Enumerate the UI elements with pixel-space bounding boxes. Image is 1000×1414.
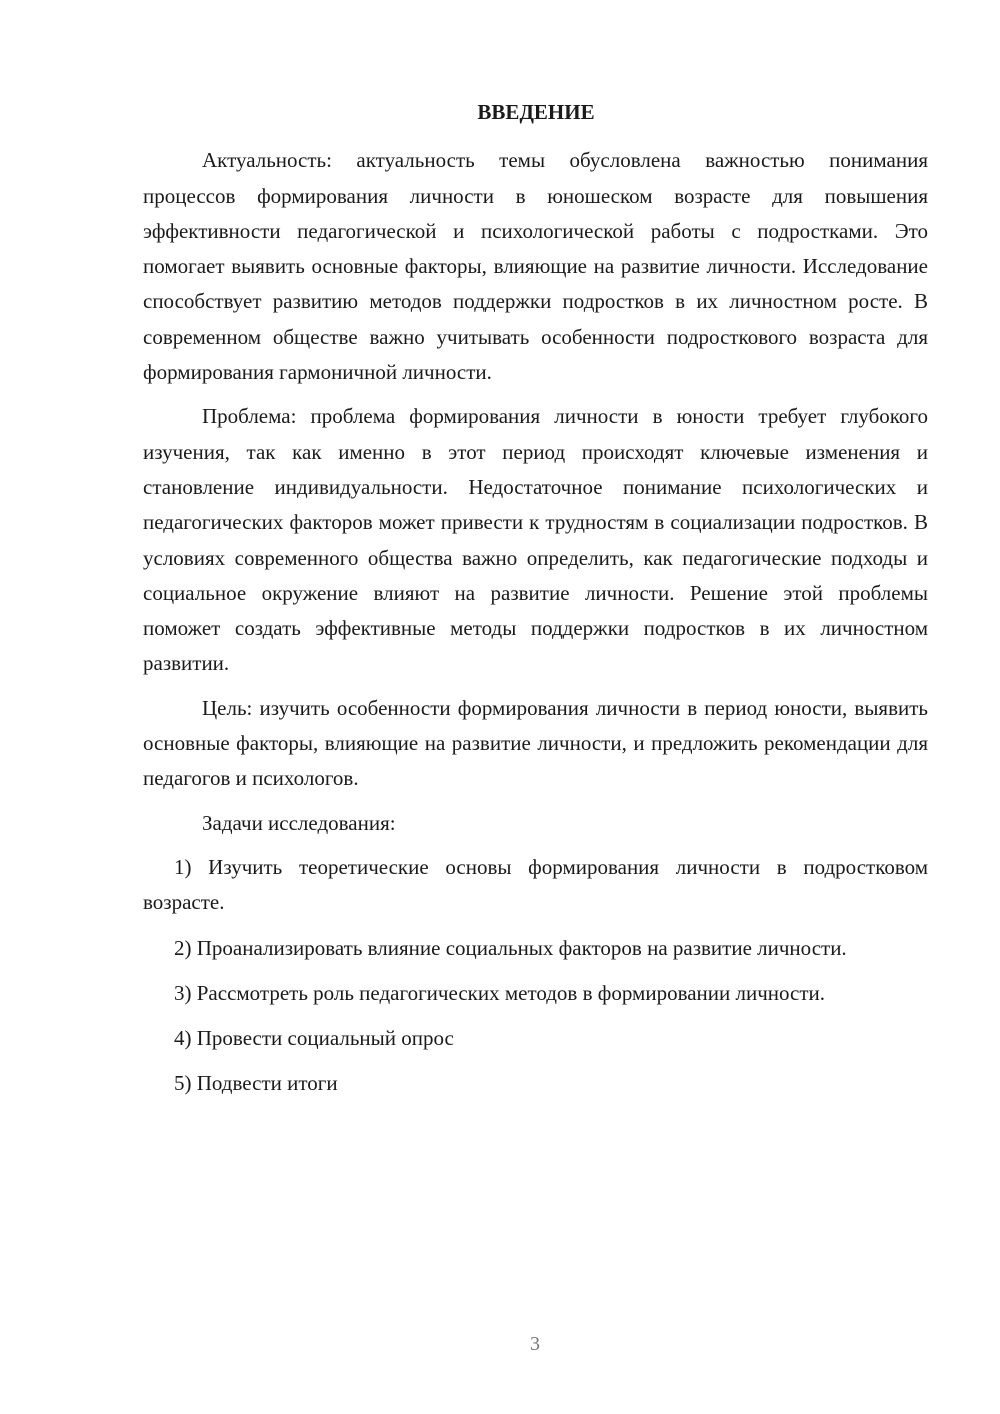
list-item: 3) Рассмотреть роль педагогических методов в формировании личности. [174,980,826,1005]
document-page [143,95,928,1112]
page-number: 3 [530,1333,540,1355]
paragraph-goal: Цель: изучить особенности формирования личности в период юности, выявить основные факторы, влияющие на развитие личности, и предложить рекомендации для педагогов и психологов. [143,695,928,791]
list-item: 2) Проанализировать влияние социальных факторов на развитие личности. [174,935,847,960]
list-item: 4) Провести социальный опрос [174,1026,454,1051]
list-item: 5) Подвести итоги [174,1071,338,1096]
section-title: ВВЕДЕНИЕ [477,100,595,124]
list-item: 1) Изучить теоретические основы формирования личности в подростковом возрасте. [143,854,928,915]
paragraph-problem: Проблема: проблема формирования личности в юности требует глубокого изучения, так как именно в этот период происходят ключевые изменения и становление индивидуальности. Недостаточное понимание психологических и педагогических факторов может привести к трудностям в социализации подростков. В условиях современного общества важно определить, как педагогические подходы и социальное окружение влияют на развитие личности. Решение этой проблемы поможет создать эффективные методы поддержки подростков в их личностном развитии. [143,404,928,676]
tasks-list [143,850,928,1102]
tasks-heading: Задачи исследования: [202,810,396,835]
paragraph-relevance: Актуальность: актуальность темы обусловлена важностью понимания процессов формирования личности в юношеском возрасте для повышения эффективности педагогической и психологической работы с подростками. Это помогает выявить основные факторы, влияющие на развитие личности. Исследование способствует развитию методов поддержки подростков в их личностном росте. В современном обществе важно учитывать особенности подросткового возраста для формирования гармоничной личности. [143,148,928,385]
